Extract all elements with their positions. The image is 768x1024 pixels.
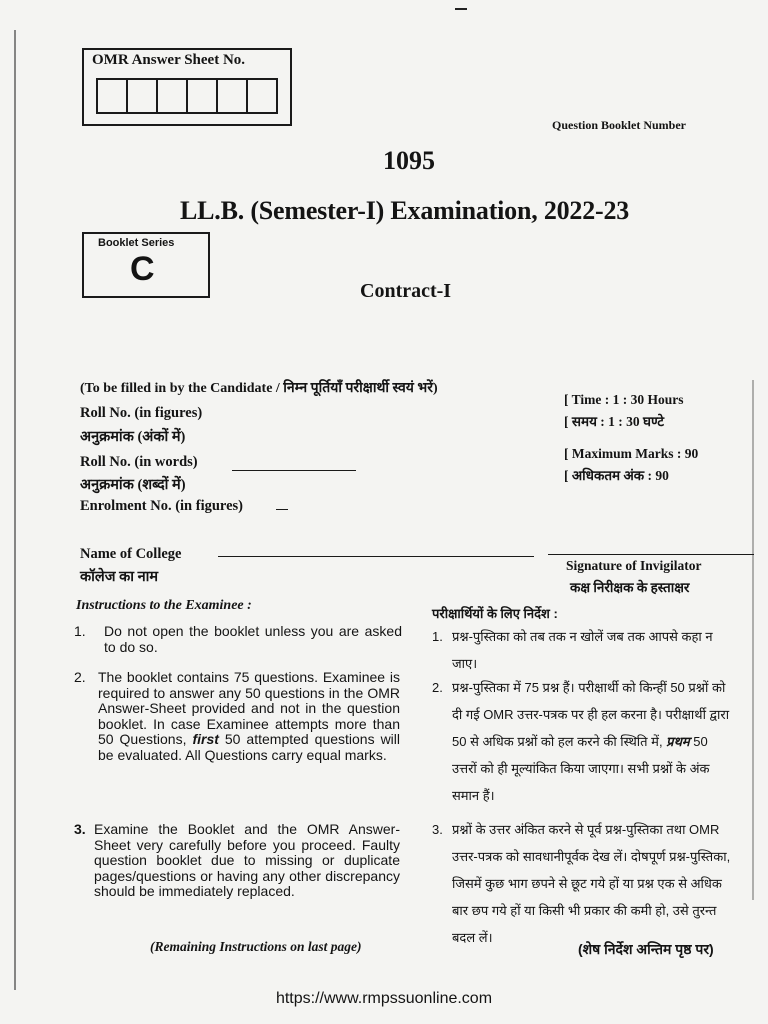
omr-cell [186,78,218,114]
time-label: [ Time : 1 : 30 Hours [564,392,684,407]
candidate-fill-note: (To be filled in by the Candidate / निम्न पूर्तियाँ परीक्षार्थी स्वयं भरें) [80,381,438,396]
instruction-item-hindi [432,674,738,814]
scan-edge-right [752,380,754,900]
time-label-hindi: [ समय : 1 : 30 घण्टे [564,414,665,429]
enrolment-line [276,509,288,510]
max-marks-label: [ Maximum Marks : 90 [564,446,699,461]
omr-cell [246,78,278,114]
roll-figures-label-hindi: अनुक्रमांक (अंकों में) [80,429,186,445]
omr-cell [156,78,188,114]
exam-title: LL.B. (Semester-I) Examination, 2022-23 [180,196,630,225]
instructions-heading-hindi: परीक्षार्थियों के लिए निर्देश : [432,606,558,621]
instruction-item [74,670,404,820]
instruction-number: 3. [74,821,86,837]
roll-words-line [232,470,356,471]
booklet-series-label: Booklet Series [98,237,175,249]
emphasis: प्रथम [666,734,690,749]
omr-cell [216,78,248,114]
booklet-series-letter: C [130,250,155,288]
roll-words-label: Roll No. (in words) [80,454,198,470]
footer-url: https://www.rmpssuonline.com [275,990,493,1007]
instruction-number: 1. [432,629,443,644]
instruction-number: 1. [74,623,86,639]
instruction-item-hindi [432,816,738,945]
instruction-text: The booklet contains 75 questions. Examinee is required to answer any 50 questions in the OMR Answer-Sheet provided and not in the question booklet. In case Examinee attempts more than 50 Questions, first 50 attempted questions will be evaluated. All Questions carry equal marks. [98,669,401,763]
enrolment-label: Enrolment No. (in figures) [80,498,243,514]
instruction-text-hindi: प्रश्नों के उत्तर अंकित करने से पूर्व प्रश्न-पुस्तिका तथा OMR उत्तर-पत्रक को सावधानीपूर्वक देख लें। दोषपूर्ण प्रश्न-पुस्तिका, जिसमें कुछ भाग छपने से छूट गये हों या प्रश्न एक से अधिक बार छप गये हों या किसी भी प्रकार की कमी हो, उसे तुरन्त बदल लें। [452,822,731,945]
instruction-text: Examine the Booklet and the OMR Answer-Sheet very carefully before you proceed. Faulty question booklet due to missing or duplicate pages/questions or having any other discrepancy should be immediately replaced. [94,821,400,899]
paper-code: 1095 [383,146,435,175]
roll-figures-label: Roll No. (in figures) [80,405,203,421]
subject-title: Contract-I [360,280,452,302]
instruction-text-hindi: प्रश्न-पुस्तिका को तब तक न खोलें जब तक आपसे कहा न जाए। [452,629,713,671]
instructions-heading: Instructions to the Examinee : [76,598,252,613]
omr-title: OMR Answer Sheet No. [92,52,246,68]
scan-mark [455,8,467,10]
instruction-text-hindi: प्रश्न-पुस्तिका में 75 प्रश्न हैं। परीक्षार्थी को किन्हीं 50 प्रश्नों को दी गई OMR उत्तर-पत्रक पर ही हल करना है। परीक्षार्थी द्वारा 50 से अधिक प्रश्नों को हल करने की स्थिति में, प्रथम 50 उत्तरों को ही मूल्यांकित किया जाएगा। सभी प्रश्नों के अंक समान हैं। [452,680,730,803]
instructions-footer: (Remaining Instructions on last page) [150,939,362,954]
question-booklet-number-label: Question Booklet Number [552,118,687,132]
instruction-number: 2. [432,680,443,695]
invigilator-line [548,554,754,555]
instructions-footer-hindi: (शेष निर्देश अन्तिम पृष्ठ पर) [578,941,714,957]
college-label-hindi: कॉलेज का नाम [80,569,159,585]
scan-edge-left [14,30,16,990]
max-marks-label-hindi: [ अधिकतम अंक : 90 [564,468,669,483]
invigilator-label: Signature of Invigilator [566,558,702,573]
instruction-item [74,624,404,658]
instruction-number: 2. [74,669,86,685]
college-label: Name of College [80,546,182,562]
omr-cell [96,78,128,114]
invigilator-label-hindi: कक्ष निरीक्षक के हस्ताक्षर [570,580,690,595]
college-line [218,556,534,557]
roll-words-label-hindi: अनुक्रमांक (शब्दों में) [80,477,186,493]
instruction-item [74,822,404,942]
omr-number-cells [96,78,276,114]
instruction-item-hindi [432,623,738,679]
omr-cell [126,78,158,114]
instruction-text: Do not open the booklet unless you are asked to do so. [104,623,402,655]
emphasis: first [192,731,219,747]
instruction-number: 3. [432,822,443,837]
